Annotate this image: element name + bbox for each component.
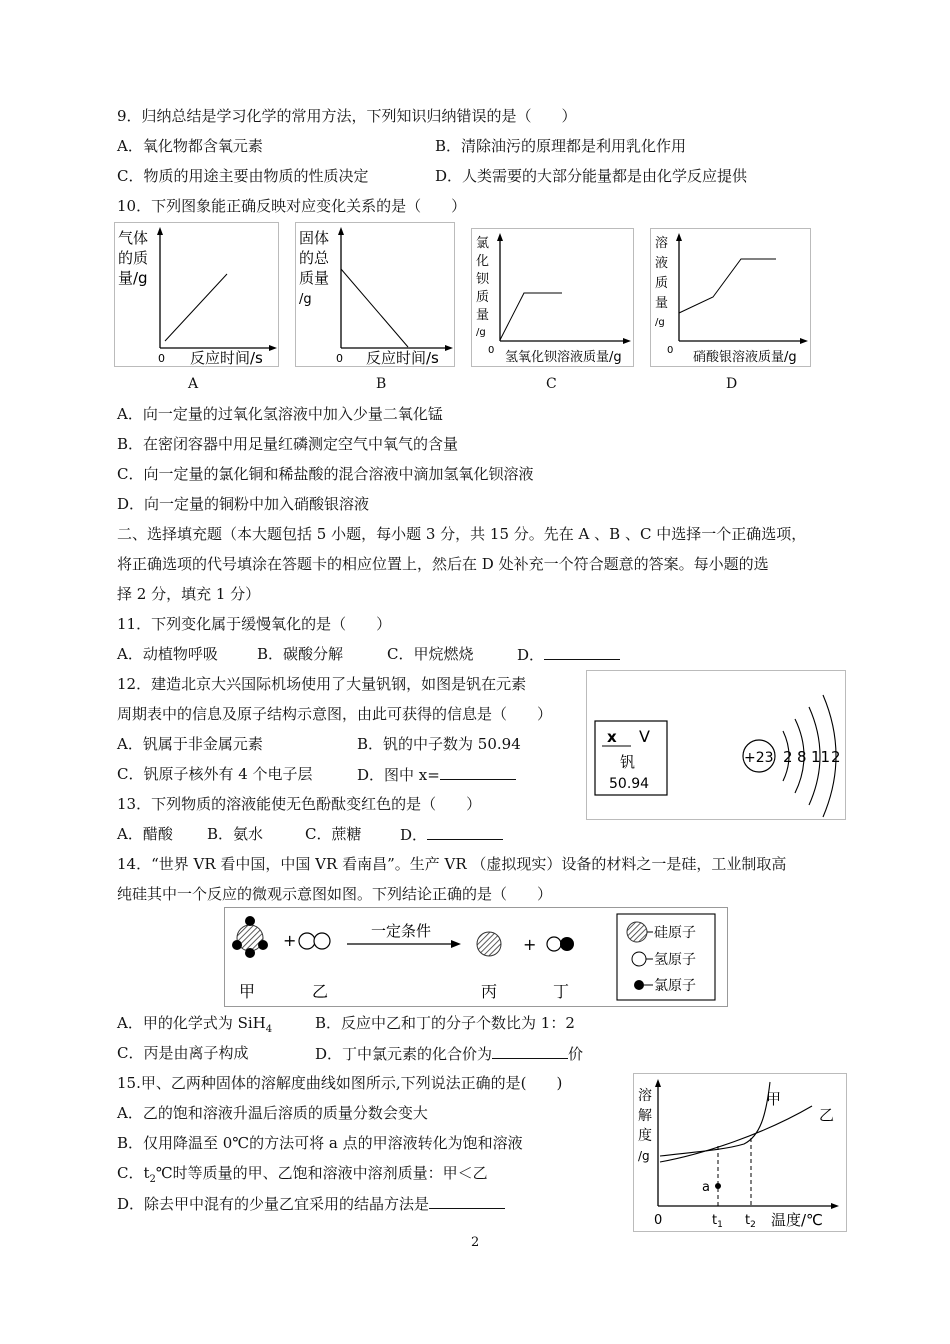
graph-b-xlabel: 反应时间/s: [366, 349, 439, 366]
element-mass: 50.94: [609, 776, 650, 792]
q9-stem: 9．归纳总结是学习化学的常用方法，下列知识归纳错误的是（ ）: [117, 107, 577, 125]
q9-option-d: D．人类需要的大部分能量都是由化学反应提供: [435, 167, 748, 185]
legend-si-icon: [627, 922, 647, 942]
graph-ylabel-4: /g: [638, 1149, 650, 1163]
q11-option-b: B．碳酸分解: [257, 645, 344, 663]
molecule-ding-h: [547, 937, 561, 951]
graph-origin: 0: [654, 1213, 663, 1228]
q9-option-a: A．氧化物都含氧元素: [117, 137, 263, 155]
graph-c-line: [500, 293, 562, 340]
q9-option-b: B．清除油污的原理都是利用乳化作用: [435, 137, 687, 155]
q10-option-a: A．向一定量的过氧化氢溶液中加入少量二氧化锰: [117, 405, 443, 423]
q13-option-c: C．蔗糖: [305, 825, 362, 843]
q10-graph-a-label: A: [188, 376, 199, 392]
legend-si-label: 硅原子: [654, 925, 696, 941]
solubility-curve-graph: [633, 1073, 847, 1232]
graph-d-line: [679, 259, 776, 313]
q12-stem-line1: 12．建造北京大兴国际机场使用了大量钒钢，如图是钒在元素: [117, 675, 527, 693]
graph-d-ylabel-2: 液: [655, 256, 669, 271]
shell-electrons-3: 11: [811, 748, 831, 766]
q13-option-a: A．醋酸: [117, 825, 173, 843]
molecule-ding-cl: [560, 937, 574, 951]
label-ding: 丁: [553, 982, 570, 1001]
tick-t2: $t_2$: [745, 1213, 756, 1230]
graph-b-ylabel-3: 质量: [299, 269, 330, 287]
curve-yi-label: 乙: [819, 1106, 835, 1124]
graph-c-xlabel: 氢氧化钡溶液质量/g: [505, 350, 622, 365]
q10-graph-a: [114, 222, 279, 367]
q13-option-d: D．: [400, 824, 503, 845]
q14-stem-line2: 纯硅其中一个反应的微观示意图如图。下列结论正确的是（ ）: [117, 885, 553, 903]
graph-d-ylabel-1: 溶: [655, 236, 669, 251]
q15-answer-blank[interactable]: [429, 1193, 505, 1209]
curve-jia: [660, 1082, 770, 1156]
q15-stem: 15.甲、乙两种固体的溶解度曲线如图所示,下列说法正确的是( ): [117, 1074, 563, 1092]
q10-graph-d-label: D: [726, 376, 738, 392]
graph-d-ylabel-3: 质: [655, 276, 669, 291]
molecule-yi-h-2: [314, 933, 330, 949]
graph-c-ylabel-6: /g: [476, 327, 486, 338]
q12-option-b: B．钒的中子数为 50.94: [357, 735, 521, 753]
q11-option-d: D．: [517, 644, 620, 665]
graph-b-ylabel-1: 固体: [299, 229, 330, 247]
graph-a-ylabel-2: 的质: [118, 249, 149, 267]
graph-d-ylabel-5: /g: [655, 317, 665, 328]
legend-cl-icon: [634, 980, 644, 990]
graph-a-origin: 0: [158, 352, 165, 365]
graph-b-line: [341, 269, 408, 347]
molecule-jia-cl-4: [245, 948, 255, 958]
molecule-jia-cl-1: [245, 916, 255, 926]
legend-h-icon: [632, 952, 646, 966]
vanadium-figure: [586, 670, 846, 820]
label-yi: 乙: [312, 982, 329, 1001]
q12-option-d: D．图中 x=: [357, 764, 516, 785]
q12-stem-line2: 周期表中的信息及原子结构示意图，由此可获得的信息是（ ）: [117, 705, 553, 723]
q10-option-b: B．在密闭容器中用足量红磷测定空气中氧气的含量: [117, 435, 459, 453]
graph-b-ylabel-2: 的总: [299, 249, 330, 267]
graph-xlabel: 温度/℃: [771, 1211, 823, 1229]
q14-option-a: A．甲的化学式为 SiH$_4$: [117, 1014, 273, 1035]
graph-c-ylabel-1: 氯: [476, 236, 490, 251]
element-atomic-number: x: [607, 728, 617, 746]
q12-answer-blank[interactable]: [440, 764, 516, 780]
molecule-jia-cl-2: [232, 940, 242, 950]
graph-ylabel-3: 度: [638, 1128, 652, 1144]
graph-a-xlabel: 反应时间/s: [190, 349, 263, 366]
q10-graph-b-label: B: [376, 376, 387, 392]
reaction-diagram: [224, 907, 728, 1007]
section2-intro-line1: 二、选择填充题（本大题包括 5 小题，每小题 3 分，共 15 分。先在 A 、B 、C 中选择一个正确选项，: [117, 525, 807, 543]
graph-a-ylabel-3: 量/g: [118, 269, 148, 287]
curve-jia-label: 甲: [766, 1090, 782, 1108]
q11-stem: 11．下列变化属于缓慢氧化的是（ ）: [117, 615, 392, 633]
q12-option-c: C．钒原子核外有 4 个电子层: [117, 765, 313, 783]
graph-a-ylabel-1: 气体: [118, 229, 149, 247]
q15-option-c: C．$t_2℃$时等质量的甲、乙饱和溶液中溶剂质量：甲＜乙: [117, 1164, 488, 1185]
plus-sign-2: +: [523, 935, 537, 954]
graph-a-line: [165, 274, 227, 341]
q11-option-a: A．动植物呼吸: [117, 645, 218, 663]
point-a-label: a: [702, 1180, 710, 1195]
molecule-bing-si: [477, 932, 501, 956]
q10-option-c: C．向一定量的氯化铜和稀盐酸的混合溶液中滴加氢氧化钡溶液: [117, 465, 534, 483]
graph-c-ylabel-5: 量: [476, 308, 490, 323]
element-symbol: V: [639, 727, 650, 746]
graph-c-ylabel-2: 化: [476, 254, 490, 269]
q14-option-c: C．丙是由离子构成: [117, 1044, 249, 1062]
shell-electrons-4: 2: [831, 748, 841, 766]
molecule-jia-cl-3: [258, 940, 268, 950]
label-jia: 甲: [239, 982, 256, 1001]
molecule-yi-h-1: [299, 933, 315, 949]
q14-option-d: D．丁中氯元素的化合价为 价: [315, 1045, 584, 1063]
q10-graph-b: [295, 222, 455, 367]
graph-c-origin: 0: [488, 345, 495, 356]
section2-intro-line3: 择 2 分，填充 1 分）: [117, 585, 261, 603]
graph-d-origin: 0: [667, 345, 674, 356]
legend-cl-label: 氯原子: [654, 978, 696, 994]
graph-ylabel-2: 解: [638, 1108, 652, 1124]
q10-option-d: D．向一定量的铜粉中加入硝酸银溶液: [117, 495, 370, 513]
graph-d-ylabel-4: 量: [655, 296, 669, 311]
graph-b-ylabel-4: /g: [299, 292, 312, 307]
graph-c-ylabel-3: 钡: [476, 272, 490, 287]
label-bing: 丙: [481, 982, 498, 1001]
plus-sign-1: +: [283, 931, 297, 950]
element-name: 钒: [620, 753, 636, 771]
shell-electrons-2: 8: [797, 748, 807, 766]
q10-graph-c-label: C: [546, 376, 557, 392]
q13-answer-blank[interactable]: [427, 824, 503, 840]
q12-option-a: A．钒属于非金属元素: [117, 735, 263, 753]
q13-option-b: B．氨水: [207, 825, 264, 843]
graph-c-ylabel-4: 质: [476, 290, 490, 305]
q10-graph-c: [471, 228, 634, 367]
q14-option-b: B．反应中乙和丁的分子个数比为 1：2: [315, 1014, 575, 1032]
page-number: 2: [471, 1235, 480, 1250]
q15-option-b: B．仅用降温至 0℃的方法可将 a 点的甲溶液转化为饱和溶液: [117, 1134, 523, 1152]
graph-ylabel-1: 溶: [638, 1088, 652, 1104]
q14-answer-blank[interactable]: [492, 1043, 568, 1059]
section2-intro-line2: 将正确选项的代号填涂在答题卡的相应位置上，然后在 D 处补充一个符合题意的答案。每小题的选: [117, 555, 769, 573]
graph-b-origin: 0: [336, 352, 343, 365]
q9-option-c: C．物质的用途主要由物质的性质决定: [117, 167, 369, 185]
legend-h-label: 氢原子: [654, 952, 696, 968]
tick-t1: $t_1$: [712, 1213, 723, 1230]
shell-electrons-1: 2: [783, 748, 793, 766]
q15-option-d: D．除去甲中混有的少量乙宜采用的结晶方法是: [117, 1193, 505, 1214]
q11-answer-blank[interactable]: [544, 644, 620, 660]
q15-option-a: A．乙的饱和溶液升温后溶质的质量分数会变大: [117, 1104, 428, 1122]
q14-stem-line1: 14．“世界 VR 看中国，中国 VR 看南昌”。生产 VR （虚拟现实）设备的材料之一是硅，工业制取高: [117, 855, 787, 873]
q11-option-c: C．甲烷燃烧: [387, 645, 474, 663]
point-a: [715, 1183, 721, 1189]
q10-stem: 10．下列图象能正确反映对应变化关系的是（ ）: [117, 197, 467, 215]
graph-d-xlabel: 硝酸银溶液质量/g: [693, 350, 797, 365]
q13-stem: 13．下列物质的溶液能使无色酚酞变红色的是（ ）: [117, 795, 482, 813]
reaction-condition: 一定条件: [371, 922, 432, 940]
q10-graph-d: [650, 228, 811, 367]
atom-nucleus-charge: +23: [744, 750, 774, 766]
